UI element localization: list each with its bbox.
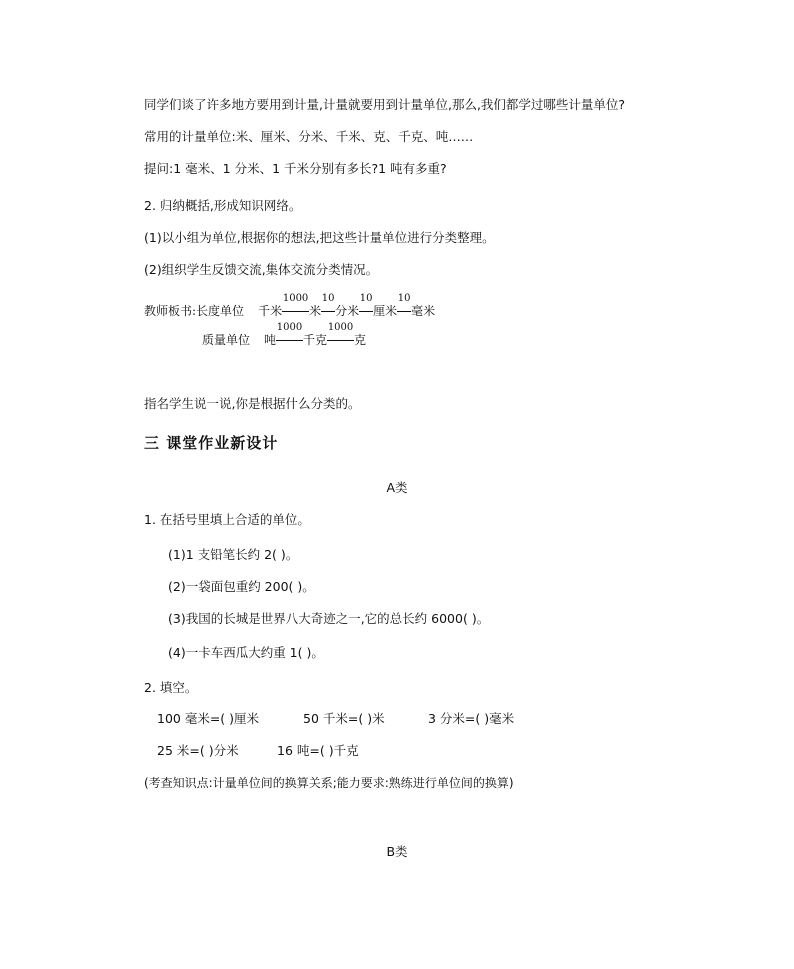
board-prefix: 教师板书: [144, 304, 197, 318]
q2-row-2-b: 16 吨=( )千克 [277, 743, 359, 758]
rate-kg-g: 1000 [327, 332, 354, 348]
q2-row-2-a: 25 米=( )分米 [157, 743, 239, 758]
length-label: 长度单位 [196, 304, 245, 318]
unit-dm: 分米 [335, 304, 360, 318]
unit-kg: 千克 [303, 333, 328, 347]
q2-title: 2. 填空。 [144, 680, 198, 695]
rate-dm-cm: 10 [359, 303, 373, 319]
step-item-1: (1)以小组为单位,根据你的想法,把这些计量单位进行分类整理。 [144, 230, 495, 245]
unit-g: 克 [354, 333, 367, 347]
mass-label: 质量单位 [202, 333, 251, 347]
section-title: 三 课堂作业新设计 [144, 434, 279, 452]
q2-row-1-c: 3 分米=( )毫米 [428, 711, 515, 726]
unit-t: 吨 [264, 333, 277, 347]
q1-item-1: (1)1 支铅笔长约 2( )。 [168, 547, 299, 562]
q2-row-1-b: 50 千米=( )米 [303, 711, 385, 726]
rate-km-m: 1000 [282, 303, 309, 319]
q1-item-2: (2)一袋面包重约 200( )。 [168, 579, 315, 594]
class-a-label: A类 [386, 480, 408, 495]
class-b-label: B类 [386, 844, 408, 859]
unit-m: 米 [309, 304, 322, 318]
unit-cm: 厘米 [373, 304, 398, 318]
board-length-row [144, 293, 436, 319]
question-line: 提问:1 毫米、1 分米、1 千米分别有多长?1 吨有多重? [144, 161, 447, 176]
q2-row-1-a: 100 毫米=( )厘米 [157, 711, 260, 726]
q1-item-3: (3)我国的长城是世界八大奇迹之一,它的总长约 6000( )。 [168, 611, 490, 626]
rate-cm-mm: 10 [397, 303, 411, 319]
unit-mm: 毫米 [411, 304, 436, 318]
step-item-2: (2)组织学生反馈交流,集体交流分类情况。 [144, 262, 379, 277]
q1-title: 1. 在括号里填上合适的单位。 [144, 512, 310, 527]
units-line: 常用的计量单位:米、厘米、分米、千米、克、千克、吨…… [144, 129, 474, 144]
board-mass-row [202, 322, 367, 348]
rate-t-kg: 1000 [276, 332, 303, 348]
after-board-line: 指名学生说一说,你是根据什么分类的。 [144, 396, 361, 411]
step-heading: 2. 归纳概括,形成知识网络。 [144, 198, 302, 213]
intro-line: 同学们谈了许多地方要用到计量,计量就要用到计量单位,那么,我们都学过哪些计量单位? [144, 97, 626, 112]
unit-km: 千米 [258, 304, 283, 318]
q1-item-4: (4)一卡车西瓜大约重 1( )。 [168, 645, 324, 660]
knowledge-note: (考查知识点:计量单位间的换算关系;能力要求:熟练进行单位间的换算) [144, 776, 514, 790]
rate-m-dm: 10 [321, 303, 335, 319]
